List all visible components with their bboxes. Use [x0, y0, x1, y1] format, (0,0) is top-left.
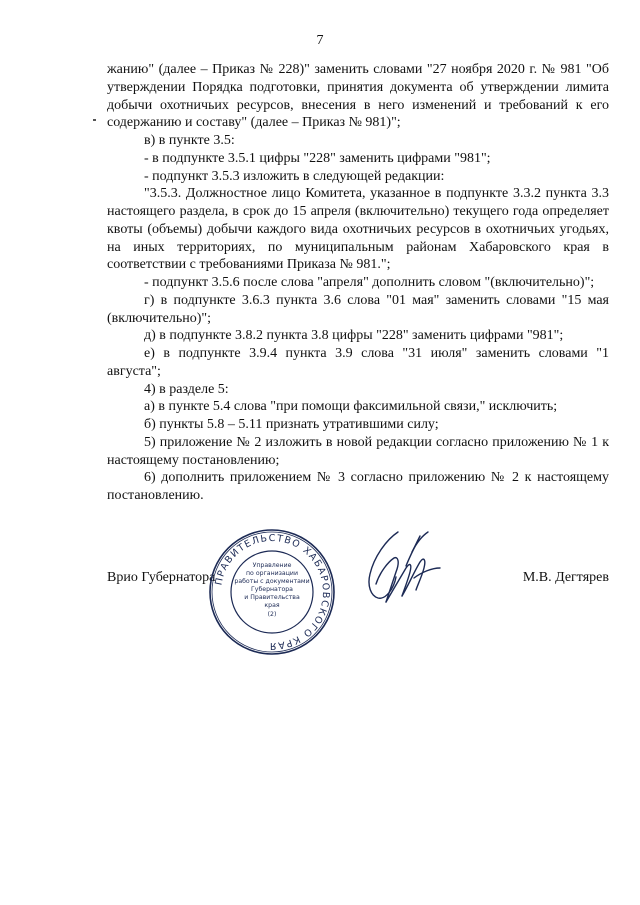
paragraph: в) в пункте 3.5:	[144, 133, 235, 148]
paragraph: б) пункты 5.8 – 5.11 признать утратившими силу;	[144, 417, 439, 432]
page-number: 7	[316, 33, 324, 48]
paragraph: жанию" (далее – Приказ № 228)" заменить словами "27 ноября 2020 г. № 981 "Об утверждении Порядка подготовки, принятия документа об утверждении лимита добычи охотничьих ресурсов, внесения в него изменений и требований к его содержанию и составу" (далее – Приказ № 981)";	[107, 62, 609, 131]
paragraph: 4) в разделе 5:	[144, 381, 229, 397]
svg-text:Губернатора: Губернатора	[251, 586, 293, 593]
paragraph: а) в пункте 5.4 слова "при помощи факсимильной связи," исключить;	[144, 399, 558, 415]
signatory-name: М.В. Дегтярев	[522, 570, 609, 585]
paragraph: "3.5.3. Должностное лицо Комитета, указанное в подпункте 3.3.2 пункта 3.3 настоящего раздела, в срок до 15 апреля (включительно) текущего года определяет квоты (объемы) добычи каждого вида охотничьих ресурсов в охотничьих угодьях, на иных территориях, по муниципальным районам Хабаровского края в соответствии с требованиями Приказа № 981.";	[107, 186, 609, 273]
svg-text:(2): (2)	[267, 611, 277, 618]
paragraph: 5) приложение № 2 изложить в новой редакции согласно приложению № 1 к настоящему постановлению;	[107, 434, 609, 468]
paragraph: е) в подпункте 3.9.4 пункта 3.9 слова "31 июля" заменить словами "1 августа";	[107, 346, 609, 379]
official-seal	[207, 527, 337, 657]
svg-text:и Правительства: и Правительства	[244, 594, 300, 601]
svg-text:края: края	[264, 602, 280, 609]
svg-text:Управление: Управление	[252, 562, 292, 569]
svg-text:ПРАВИТЕЛЬСТВО ХАБАРОВСКОГО КРА: ПРАВИТЕЛЬСТВО ХАБАРОВСКОГО КРАЯ	[213, 532, 332, 652]
signatory-title: Врио Губернатора	[107, 570, 216, 585]
paragraph: - подпункт 3.5.3 изложить в следующей редакции:	[144, 168, 445, 184]
stray-mark	[93, 119, 96, 121]
document-body	[107, 61, 609, 505]
paragraph: г) в подпункте 3.6.3 пункта 3.6 слова "01 мая" заменить словами "15 мая (включительно)";	[107, 292, 609, 326]
svg-text:по организации: по организации	[246, 570, 298, 577]
handwritten-signature	[356, 522, 446, 612]
paragraph: - в подпункте 3.5.1 цифры "228" заменить цифрами "981";	[144, 150, 491, 166]
paragraph: 6) дополнить приложением № 3 согласно приложению № 2 к настоящему постановлению.	[107, 470, 609, 503]
svg-text:работы с документами: работы с документами	[234, 578, 310, 585]
paragraph: - подпункт 3.5.6 после слова "апреля" дополнить словом "(включительно)";	[144, 275, 595, 290]
paragraph: д) в подпункте 3.8.2 пункта 3.8 цифры "228" заменить цифрами "981";	[144, 328, 564, 344]
